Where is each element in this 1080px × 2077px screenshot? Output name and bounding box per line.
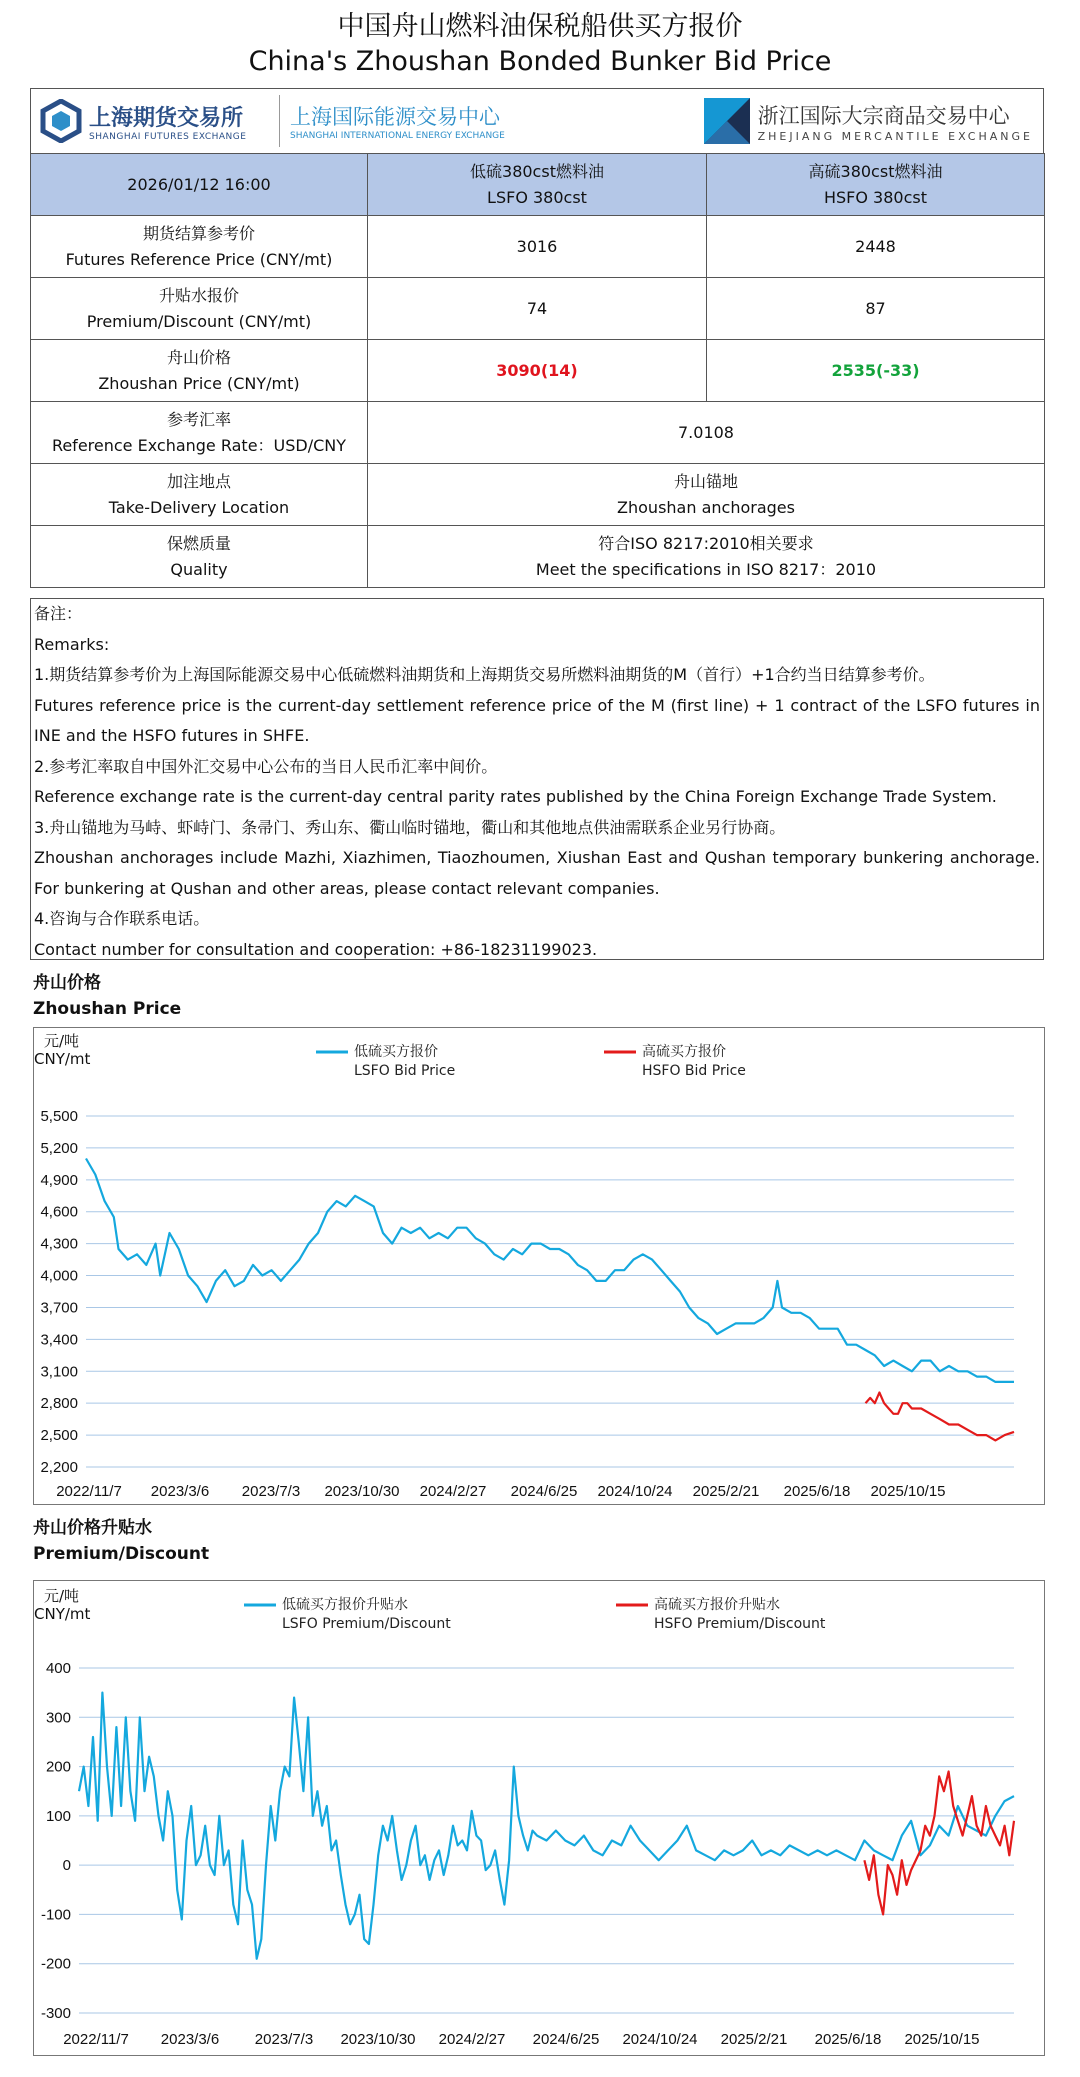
premium-section-title-en: Premium/Discount — [33, 1544, 210, 1564]
remarks-heading-cn: 备注： — [34, 604, 83, 623]
y-tick-label: 4,300 — [40, 1235, 78, 1253]
x-tick-label: 2025/2/21 — [720, 2031, 788, 2048]
zme-name-cn: 浙江国际大宗商品交易中心 — [757, 103, 1010, 128]
x-tick-label: 2025/10/15 — [904, 2031, 980, 2048]
location-value — [368, 464, 1045, 526]
y-tick-label: 4,900 — [40, 1171, 78, 1189]
page-title-cn: 中国舟山燃料油保税船供买方报价 — [337, 11, 743, 42]
lsfo-zhoushan-price-value: 3090(14) — [368, 340, 707, 402]
x-tick-label: 2022/11/7 — [63, 2031, 129, 2048]
table-row-quality — [31, 526, 1045, 588]
y-tick-label: 4,600 — [40, 1203, 78, 1221]
y-tick-label: 3,700 — [40, 1299, 78, 1317]
table-row-location — [31, 464, 1045, 526]
lsfo-premium-value: 74 — [368, 278, 707, 340]
y-tick-label: 4,000 — [40, 1267, 78, 1285]
x-tick-label: 2023/3/6 — [160, 2031, 220, 2048]
x-tick-label: 2025/6/18 — [814, 2031, 882, 2048]
row-label-en: Quality — [170, 559, 228, 579]
row-label — [31, 526, 368, 588]
shfe-name-en: SHANGHAI FUTURES EXCHANGE — [89, 131, 247, 142]
row-label-en: Reference Exchange Rate：USD/CNY — [51, 435, 347, 455]
legend-label-cn: 低硫买方报价 — [354, 1044, 438, 1060]
x-tick-label: 2024/10/24 — [622, 2031, 698, 2048]
row-label — [31, 464, 368, 526]
y-tick-label: -100 — [40, 1906, 71, 1924]
remarks-heading-en: Remarks: — [34, 634, 110, 654]
hsfo-header-cell — [707, 154, 1045, 216]
quality-value-cn: 符合ISO 8217:2010相关要求 — [598, 533, 814, 553]
premium-discount-chart — [33, 1580, 1045, 2056]
x-tick-label: 2023/10/30 — [340, 2031, 416, 2048]
remark-1-en: Futures reference price is the current-day settlement reference price of the M (first line) + 1 contract of the LSFO futures in INE and the HSFO futures in SHFE. — [34, 695, 1040, 745]
hsfo-header-cn: 高硫380cst燃料油 — [808, 161, 943, 181]
x-tick-label: 2024/6/25 — [510, 1483, 578, 1500]
premium-discount-chart-svg — [34, 1581, 1044, 2055]
x-tick-label: 2023/7/3 — [254, 2031, 314, 2048]
zme-emblem-icon — [704, 98, 750, 144]
row-label-cn: 舟山价格 — [166, 347, 231, 367]
row-label-en: Premium/Discount (CNY/mt) — [86, 311, 312, 331]
zme-name-en: ZHEJIANG MERCANTILE EXCHANGE — [757, 129, 1033, 143]
y-tick-label: 0 — [62, 1857, 71, 1875]
legend-label-en: LSFO Premium/Discount — [282, 1616, 451, 1632]
y-tick-label: 5,500 — [40, 1108, 78, 1125]
row-label — [31, 278, 368, 340]
remark-1-cn: 1.期货结算参考价为上海国际能源交易中心低硫燃料油期货和上海期货交易所燃料油期货的M（首行）+1合约当日结算参考价。 — [34, 665, 935, 684]
x-tick-label: 2025/6/18 — [783, 1483, 851, 1500]
row-label — [31, 340, 368, 402]
unit-label-en: CNY/mt — [34, 1050, 91, 1068]
series-line — [864, 1772, 1014, 1915]
premium-section-title-cn: 舟山价格升贴水 — [33, 1518, 152, 1538]
y-tick-label: 200 — [45, 1758, 71, 1776]
shfe-name-cn: 上海期货交易所 — [89, 105, 244, 131]
datetime-cell: 2026/01/12 16:00 — [31, 154, 368, 216]
remark-4-en: Contact number for consultation and cooperation: +86-18231199023. — [34, 939, 598, 959]
legend-label-cn: 高硫买方报价升贴水 — [654, 1597, 780, 1613]
legend-label-cn: 高硫买方报价 — [642, 1044, 726, 1060]
row-label — [31, 216, 368, 278]
y-tick-label: -200 — [40, 1955, 71, 1973]
y-tick-label: 300 — [45, 1709, 71, 1727]
legend-label-en: LSFO Bid Price — [354, 1063, 456, 1079]
zhoushan-price-chart — [33, 1027, 1045, 1505]
price-table — [30, 153, 1045, 588]
lsfo-header-cell — [368, 154, 707, 216]
zme-logo — [704, 95, 1033, 147]
row-label-cn: 期货结算参考价 — [142, 223, 255, 243]
unit-label-cn: 元/吨 — [44, 1032, 80, 1050]
x-tick-label: 2024/10/24 — [597, 1483, 673, 1500]
row-label-cn: 参考汇率 — [166, 409, 231, 429]
price-section-title-cn: 舟山价格 — [33, 973, 101, 993]
x-tick-label: 2024/6/25 — [532, 2031, 600, 2048]
hsfo-zhoushan-price-value: 2535(-33) — [707, 340, 1045, 402]
remarks-box — [30, 598, 1044, 960]
remark-4-cn: 4.咨询与合作联系电话。 — [34, 909, 210, 928]
ine-name-en: SHANGHAI INTERNATIONAL ENERGY EXCHANGE — [290, 131, 505, 141]
y-tick-label: 3,400 — [40, 1331, 78, 1349]
price-section-title-en: Zhoushan Price — [33, 999, 182, 1019]
y-tick-label: 400 — [45, 1660, 71, 1677]
table-row-zhoushan-price — [31, 340, 1045, 402]
x-tick-label: 2023/10/30 — [324, 1483, 400, 1500]
table-row-premium — [31, 278, 1045, 340]
premium-section-title — [33, 1515, 209, 1567]
shfe-emblem-icon — [39, 99, 83, 143]
series-line — [86, 1159, 1014, 1382]
quality-value-en: Meet the specifications in ISO 8217：2010 — [535, 559, 877, 579]
x-tick-label: 2023/3/6 — [150, 1483, 210, 1500]
row-label-cn: 保燃质量 — [166, 533, 231, 553]
hsfo-futures-value: 2448 — [707, 216, 1045, 278]
location-value-en: Zhoushan anchorages — [617, 497, 795, 517]
exchange-rate-value: 7.0108 — [368, 402, 1045, 464]
ine-logo — [279, 95, 505, 147]
remark-3-en: Zhoushan anchorages include Mazhi, Xiazhimen, Tiaozhoumen, Xiushan East and Qushan temporary bunkering anchorage. For bunkering at Qushan and other areas, please contact relevant companies. — [34, 848, 1040, 898]
x-tick-label: 2024/2/27 — [438, 2031, 506, 2048]
y-tick-label: 2,800 — [40, 1395, 78, 1413]
location-value-cn: 舟山锚地 — [673, 471, 738, 491]
series-line — [79, 1693, 1014, 1959]
zhoushan-price-chart-svg — [34, 1028, 1044, 1504]
legend-label-en: HSFO Bid Price — [642, 1063, 746, 1079]
row-label-en: Zhoushan Price (CNY/mt) — [98, 373, 300, 393]
lsfo-header-en: LSFO 380cst — [487, 187, 587, 207]
legend-label-cn: 低硫买方报价升贴水 — [282, 1597, 408, 1613]
row-label-cn: 升贴水报价 — [158, 285, 239, 305]
unit-label-en: CNY/mt — [34, 1605, 91, 1623]
shfe-logo — [39, 95, 246, 147]
row-label-en: Futures Reference Price (CNY/mt) — [65, 249, 333, 269]
unit-label-cn: 元/吨 — [44, 1587, 80, 1605]
y-tick-label: 100 — [45, 1807, 71, 1825]
hsfo-header-en: HSFO 380cst — [823, 187, 927, 207]
y-tick-label: 2,500 — [40, 1427, 78, 1445]
y-tick-label: 2,200 — [40, 1459, 78, 1476]
exchange-logos-bar — [30, 88, 1044, 154]
remark-2-en: Reference exchange rate is the current-day central parity rates published by the China Foreign Exchange Trade System. — [34, 787, 997, 806]
x-tick-label: 2025/10/15 — [870, 1483, 946, 1500]
x-tick-label: 2022/11/7 — [56, 1483, 122, 1500]
series-line — [866, 1393, 1015, 1441]
ine-name-cn: 上海国际能源交易中心 — [290, 105, 500, 129]
x-tick-label: 2025/2/21 — [692, 1483, 760, 1500]
remark-3-cn: 3.舟山锚地为马峙、虾峙门、条帚门、秀山东、衢山临时锚地，衢山和其他地点供油需联系企业另行协商。 — [34, 817, 786, 837]
y-tick-label: -300 — [40, 2005, 71, 2022]
row-label-cn: 加注地点 — [166, 471, 231, 491]
quality-value — [368, 526, 1045, 588]
remark-2-cn: 2.参考汇率取自中国外汇交易中心公布的当日人民币汇率中间价。 — [34, 756, 498, 776]
legend-label-en: HSFO Premium/Discount — [654, 1616, 826, 1632]
lsfo-futures-value: 3016 — [368, 216, 707, 278]
table-row-exchange-rate — [31, 402, 1045, 464]
table-header-row — [31, 154, 1045, 216]
lsfo-header-cn: 低硫380cst燃料油 — [470, 161, 604, 181]
y-tick-label: 3,100 — [40, 1363, 78, 1381]
hsfo-premium-value: 87 — [707, 278, 1045, 340]
table-row-futures-price — [31, 216, 1045, 278]
row-label — [31, 402, 368, 464]
row-label-en: Take-Delivery Location — [108, 497, 290, 517]
page-title-en: China's Zhoushan Bonded Bunker Bid Price — [248, 46, 832, 77]
x-tick-label: 2023/7/3 — [241, 1483, 301, 1500]
y-tick-label: 5,200 — [40, 1139, 78, 1157]
price-section-title — [33, 970, 181, 1022]
x-tick-label: 2024/2/27 — [419, 1483, 487, 1500]
